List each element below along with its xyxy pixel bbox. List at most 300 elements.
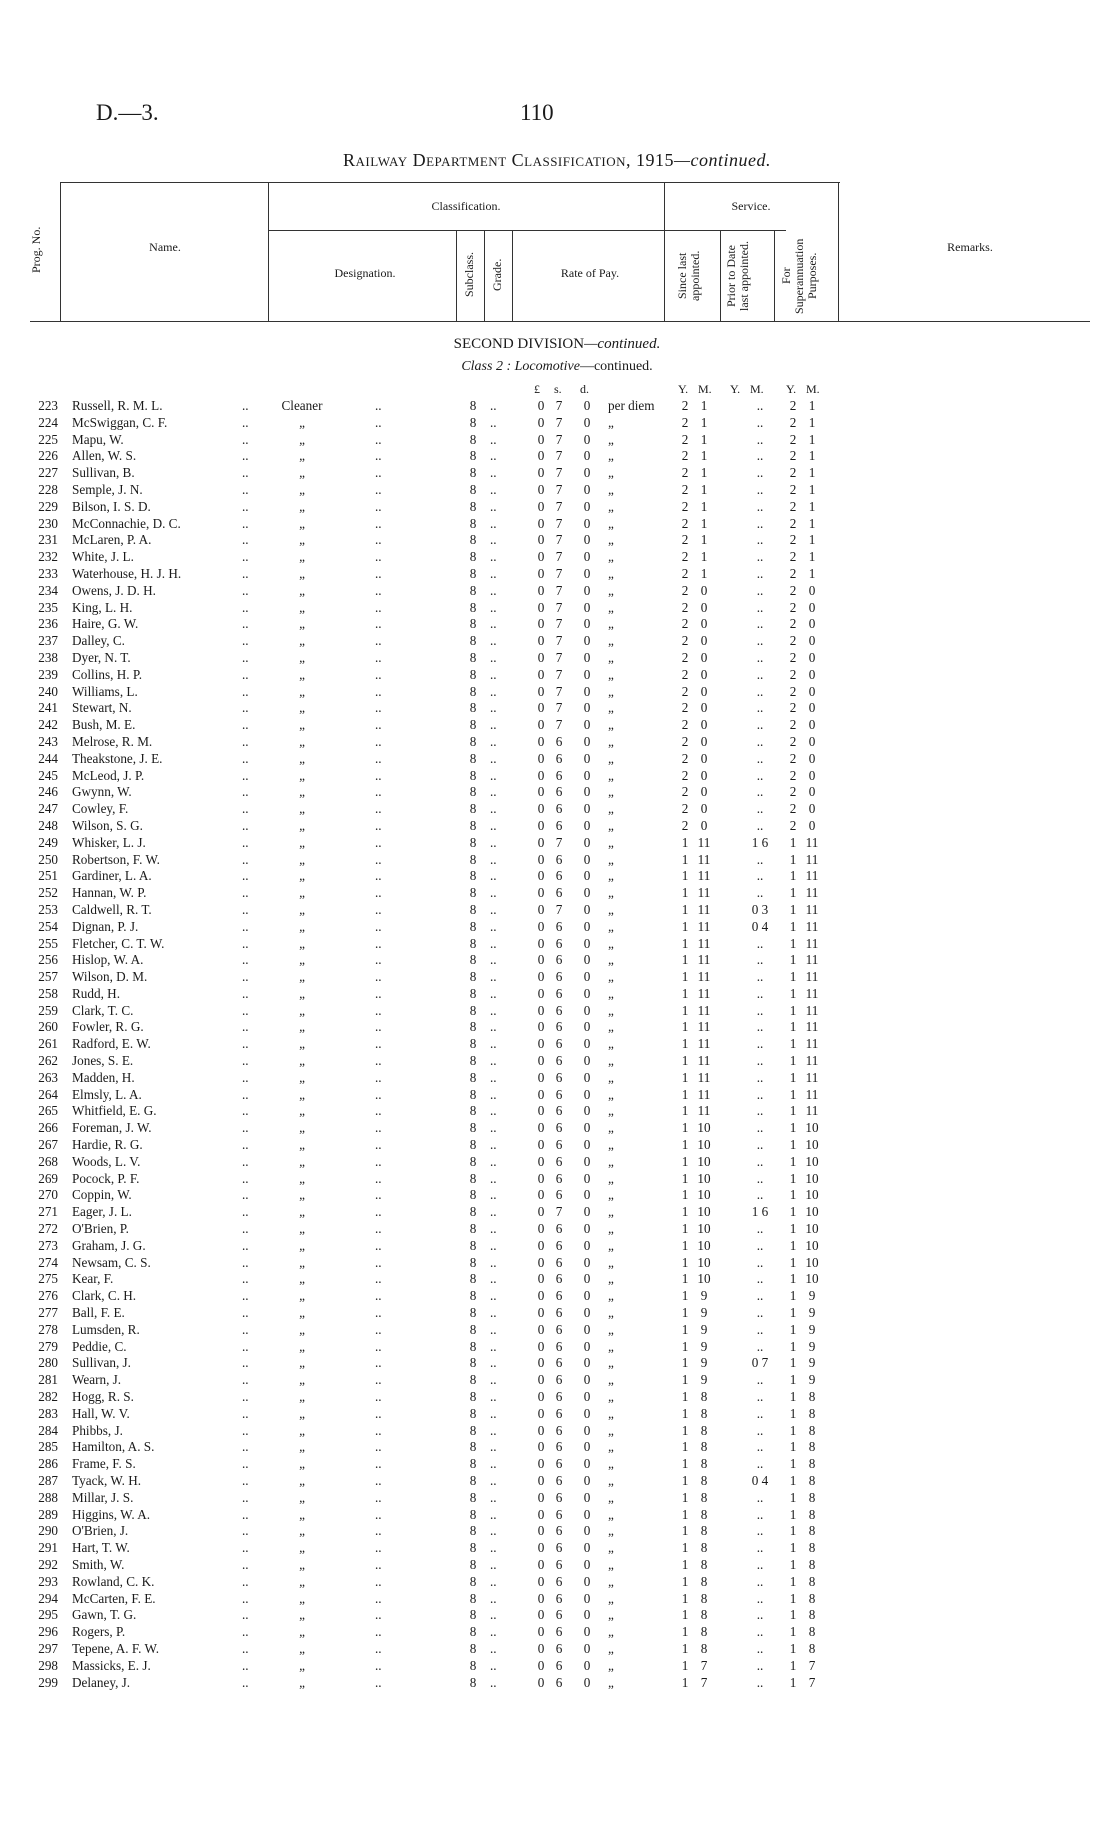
leader-dots: ..	[490, 1120, 497, 1136]
prior-service: ..	[756, 1456, 764, 1472]
pay-period: „	[608, 1086, 614, 1102]
leader-dots: ..	[490, 1137, 497, 1153]
pay-period: „	[608, 1439, 614, 1455]
prior-service: ..	[756, 666, 764, 682]
since-years: 1	[681, 868, 689, 884]
pay-pence: 0	[583, 1657, 591, 1673]
table-row	[0, 1137, 1114, 1154]
pay-pence: 0	[583, 1271, 591, 1287]
pay-shillings: 6	[555, 1254, 563, 1270]
since-months: 9	[700, 1321, 708, 1337]
subclass: 8	[469, 1389, 477, 1405]
pay-shillings: 6	[555, 1389, 563, 1405]
subclass: 8	[469, 1590, 477, 1606]
super-months: 11	[805, 1103, 819, 1119]
subclass: 8	[469, 481, 477, 497]
prior-service: ..	[756, 1103, 764, 1119]
pay-pence: 0	[583, 1187, 591, 1203]
since-years: 1	[681, 1506, 689, 1522]
subclass: 8	[469, 616, 477, 632]
table-row	[0, 1406, 1114, 1423]
leader-dots: ..	[490, 1103, 497, 1119]
prior-service: ..	[756, 1624, 764, 1640]
leader-dots: ..	[375, 1305, 382, 1321]
pay-pence: 0	[583, 1422, 591, 1438]
since-months: 0	[700, 733, 708, 749]
pay-pence: 0	[583, 817, 591, 833]
pay-pounds: 0	[537, 1002, 545, 1018]
prior-service: ..	[756, 885, 764, 901]
super-months: 9	[808, 1355, 816, 1371]
leader-dots: ..	[490, 565, 497, 581]
since-years: 2	[681, 649, 689, 665]
super-years: 1	[789, 1456, 797, 1472]
subclass: 8	[469, 549, 477, 565]
super-months: 10	[805, 1153, 819, 1169]
leader-dots: ..	[490, 1036, 497, 1052]
since-years: 1	[681, 1489, 689, 1505]
since-years: 1	[681, 1573, 689, 1589]
leader-dots: ..	[490, 616, 497, 632]
employee-name: Theakstone, J. E.	[72, 750, 163, 766]
prior-service: ..	[756, 700, 764, 716]
table-row	[0, 1557, 1114, 1574]
leader-dots: ..	[490, 1640, 497, 1656]
pay-period: „	[608, 633, 614, 649]
pay-pence: 0	[583, 1019, 591, 1035]
designation: „	[299, 901, 305, 917]
pay-period: „	[608, 1237, 614, 1253]
subclass: 8	[469, 1288, 477, 1304]
super-months: 9	[808, 1372, 816, 1388]
super-months: 0	[808, 616, 816, 632]
prior-service: 1 6	[751, 834, 769, 850]
employee-name: Tyack, W. H.	[72, 1473, 142, 1488]
super-years: 1	[789, 969, 797, 985]
pay-pence: 0	[583, 1002, 591, 1018]
pay-period: „	[608, 1120, 614, 1136]
since-years: 1	[681, 1456, 689, 1472]
pay-shillings: 6	[555, 733, 563, 749]
pay-shillings: 6	[555, 1372, 563, 1388]
since-years: 1	[681, 1103, 689, 1119]
pay-period: „	[608, 1372, 614, 1388]
leader-dots: ..	[490, 1153, 497, 1169]
designation: „	[299, 1640, 305, 1656]
since-years: 2	[681, 717, 689, 733]
pay-pounds: 0	[537, 465, 545, 481]
pay-pence: 0	[583, 599, 591, 615]
pay-pence: 0	[583, 1456, 591, 1472]
pay-period: „	[608, 549, 614, 565]
subclass: 8	[469, 868, 477, 884]
leader-dots: ..	[242, 1456, 249, 1472]
rule	[456, 230, 457, 321]
leader-dots: ..	[375, 683, 382, 699]
super-years: 1	[789, 1305, 797, 1321]
since-months: 8	[700, 1607, 708, 1623]
leader-dots: ..	[375, 633, 382, 649]
leader-dots: ..	[490, 1053, 497, 1069]
super-years: 1	[789, 1221, 797, 1237]
employee-name: Sullivan, J.	[72, 1355, 131, 1371]
super-years: 1	[789, 1153, 797, 1169]
since-months: 0	[700, 750, 708, 766]
employee-name: Dignan, P. J.	[72, 918, 139, 934]
pay-pounds: 0	[537, 1355, 545, 1371]
super-months: 10	[805, 1120, 819, 1136]
prog-no: 286	[38, 1456, 58, 1472]
rule	[774, 230, 775, 321]
leader-dots: ..	[242, 1624, 249, 1640]
subclass: 8	[469, 1187, 477, 1203]
leader-dots: ..	[242, 398, 249, 413]
table-row	[0, 1372, 1114, 1389]
pay-shillings: 6	[555, 801, 563, 817]
employee-name: McLeod, J. P.	[72, 767, 145, 783]
pay-pounds: 0	[537, 1137, 545, 1153]
prog-no: 265	[38, 1103, 58, 1119]
prog-no: 295	[38, 1607, 58, 1623]
table-row	[0, 784, 1114, 801]
leader-dots: ..	[242, 1523, 249, 1539]
leader-dots: ..	[375, 1674, 382, 1690]
pay-pence: 0	[583, 1590, 591, 1606]
pay-pounds: 0	[537, 1288, 545, 1304]
designation: Cleaner	[281, 398, 323, 413]
since-years: 1	[681, 1288, 689, 1304]
pay-pounds: 0	[537, 599, 545, 615]
subclass: 8	[469, 414, 477, 430]
since-years: 2	[681, 767, 689, 783]
since-months: 0	[700, 616, 708, 632]
designation: „	[299, 1036, 305, 1052]
unit-pound: £	[534, 382, 540, 396]
pay-shillings: 6	[555, 935, 563, 951]
leader-dots: ..	[375, 935, 382, 951]
pay-pounds: 0	[537, 1405, 545, 1421]
super-years: 1	[789, 918, 797, 934]
employee-name: Dalley, C.	[72, 633, 125, 649]
super-years: 1	[789, 1271, 797, 1287]
since-months: 10	[697, 1237, 711, 1253]
pay-shillings: 7	[555, 431, 563, 447]
pay-period: „	[608, 1271, 614, 1287]
since-months: 1	[700, 549, 708, 565]
leader-dots: ..	[375, 1540, 382, 1556]
leader-dots: ..	[242, 1556, 249, 1572]
leader-dots: ..	[490, 969, 497, 985]
designation: „	[299, 1439, 305, 1455]
leader-dots: ..	[242, 1036, 249, 1052]
pay-period: „	[608, 767, 614, 783]
prior-service: ..	[756, 935, 764, 951]
subclass: 8	[469, 952, 477, 968]
employee-name: Mapu, W.	[72, 431, 124, 447]
rule	[838, 182, 839, 321]
subclass: 8	[469, 985, 477, 1001]
super-months: 8	[808, 1624, 816, 1640]
pay-shillings: 6	[555, 1506, 563, 1522]
pay-pence: 0	[583, 1389, 591, 1405]
pay-period: „	[608, 1069, 614, 1085]
subclass: 8	[469, 834, 477, 850]
pay-shillings: 6	[555, 1405, 563, 1421]
employee-name: Rowland, C. K.	[72, 1573, 155, 1589]
since-years: 2	[681, 801, 689, 817]
employee-name: Caldwell, R. T.	[72, 901, 152, 917]
subclass: 8	[469, 1036, 477, 1052]
employee-name: Rogers, P.	[72, 1624, 126, 1640]
pay-pounds: 0	[537, 414, 545, 430]
pay-pounds: 0	[537, 834, 545, 850]
since-years: 2	[681, 700, 689, 716]
subclass: 8	[469, 935, 477, 951]
prog-no: 270	[38, 1187, 58, 1203]
leader-dots: ..	[375, 1321, 382, 1337]
table-row	[0, 1490, 1114, 1507]
table-row	[0, 751, 1114, 768]
table-row	[0, 1675, 1114, 1692]
super-months: 8	[808, 1607, 816, 1623]
since-years: 1	[681, 1540, 689, 1556]
pay-shillings: 7	[555, 700, 563, 716]
pay-shillings: 7	[555, 1204, 563, 1220]
since-months: 1	[700, 498, 708, 514]
leader-dots: ..	[490, 1170, 497, 1186]
prior-service: ..	[756, 868, 764, 884]
prog-no: 242	[38, 717, 58, 733]
since-months: 0	[700, 717, 708, 733]
leader-dots: ..	[490, 1624, 497, 1640]
super-years: 1	[789, 1422, 797, 1438]
prior-service: ..	[756, 784, 764, 800]
super-months: 1	[808, 448, 816, 464]
prog-no: 252	[38, 885, 58, 901]
pay-period: „	[608, 1590, 614, 1606]
prior-service: ..	[756, 1607, 764, 1623]
since-months: 0	[700, 633, 708, 649]
pay-shillings: 7	[555, 582, 563, 598]
designation: „	[299, 582, 305, 598]
subclass: 8	[469, 885, 477, 901]
pay-period: „	[608, 414, 614, 430]
pay-shillings: 6	[555, 1573, 563, 1589]
pay-shillings: 7	[555, 717, 563, 733]
prog-no: 288	[38, 1489, 58, 1505]
since-years: 2	[681, 750, 689, 766]
prior-service: 0 7	[751, 1355, 769, 1371]
col-rate: Rate of Pay.	[560, 266, 620, 280]
pay-period: „	[608, 1305, 614, 1321]
since-months: 8	[700, 1422, 708, 1438]
employee-name: Millar, J. S.	[72, 1489, 134, 1505]
leader-dots: ..	[375, 582, 382, 598]
pay-pence: 0	[583, 1607, 591, 1623]
super-years: 1	[789, 1137, 797, 1153]
prior-service: ..	[756, 1489, 764, 1505]
leader-dots: ..	[375, 1439, 382, 1455]
pay-pounds: 0	[537, 885, 545, 901]
since-months: 0	[700, 784, 708, 800]
leader-dots: ..	[242, 700, 249, 716]
designation: „	[299, 1221, 305, 1237]
since-years: 2	[681, 498, 689, 514]
pay-pounds: 0	[537, 750, 545, 766]
pay-pounds: 0	[537, 549, 545, 565]
leader-dots: ..	[375, 1170, 382, 1186]
pay-shillings: 7	[555, 481, 563, 497]
employee-name: Gardiner, L. A.	[72, 868, 152, 884]
pay-pence: 0	[583, 1523, 591, 1539]
prog-no: 254	[38, 918, 58, 934]
pay-pence: 0	[583, 431, 591, 447]
pay-pounds: 0	[537, 935, 545, 951]
super-years: 1	[789, 1540, 797, 1556]
pay-pence: 0	[583, 1355, 591, 1371]
pay-pounds: 0	[537, 1640, 545, 1656]
pay-period: „	[608, 448, 614, 464]
since-months: 8	[700, 1540, 708, 1556]
leader-dots: ..	[242, 817, 249, 833]
super-months: 1	[808, 549, 816, 565]
page-title	[0, 150, 1114, 171]
subclass: 8	[469, 633, 477, 649]
leader-dots: ..	[375, 649, 382, 665]
table-row	[0, 936, 1114, 953]
since-months: 8	[700, 1473, 708, 1488]
designation: „	[299, 1473, 305, 1488]
since-years: 2	[681, 784, 689, 800]
pay-pounds: 0	[537, 985, 545, 1001]
pay-shillings: 6	[555, 1053, 563, 1069]
leader-dots: ..	[242, 1170, 249, 1186]
since-months: 0	[700, 683, 708, 699]
since-years: 1	[681, 1170, 689, 1186]
leader-dots: ..	[375, 851, 382, 867]
super-months: 11	[805, 1069, 819, 1085]
super-months: 8	[808, 1439, 816, 1455]
super-years: 1	[789, 935, 797, 951]
employee-name: Delaney, J.	[72, 1674, 131, 1690]
leader-dots: ..	[242, 481, 249, 497]
designation: „	[299, 666, 305, 682]
pay-period: „	[608, 1422, 614, 1438]
leader-dots: ..	[242, 683, 249, 699]
since-months: 1	[700, 431, 708, 447]
col-subclass: Subclass.	[462, 252, 476, 298]
subclass: 8	[469, 498, 477, 514]
super-months: 8	[808, 1506, 816, 1522]
class-label: Class 2 :	[461, 359, 512, 374]
super-years: 2	[789, 565, 797, 581]
pay-pounds: 0	[537, 498, 545, 514]
prog-no: 293	[38, 1573, 58, 1589]
pay-period: „	[608, 1640, 614, 1656]
leader-dots: ..	[375, 1187, 382, 1203]
leader-dots: ..	[375, 1355, 382, 1371]
since-months: 8	[700, 1489, 708, 1505]
leader-dots: ..	[490, 1204, 497, 1220]
leader-dots: ..	[490, 851, 497, 867]
employee-name: Dyer, N. T.	[72, 649, 131, 665]
prior-service: ..	[756, 481, 764, 497]
super-months: 7	[808, 1657, 816, 1673]
super-months: 11	[805, 901, 819, 917]
since-months: 1	[700, 515, 708, 531]
pay-pounds: 0	[537, 616, 545, 632]
designation: „	[299, 1019, 305, 1035]
pay-pence: 0	[583, 448, 591, 464]
leader-dots: ..	[242, 717, 249, 733]
pay-period: „	[608, 1523, 614, 1539]
subclass: 8	[469, 1170, 477, 1186]
since-months: 11	[697, 901, 711, 917]
pay-period: per diem	[608, 398, 655, 413]
super-years: 1	[789, 1523, 797, 1539]
pay-pounds: 0	[537, 398, 545, 413]
table-row	[0, 1053, 1114, 1070]
since-months: 0	[700, 666, 708, 682]
table-row	[0, 667, 1114, 684]
designation: „	[299, 532, 305, 548]
table-row	[0, 1641, 1114, 1658]
pay-period: „	[608, 784, 614, 800]
pay-pence: 0	[583, 465, 591, 481]
leader-dots: ..	[490, 1540, 497, 1556]
pay-pounds: 0	[537, 1422, 545, 1438]
table-row	[0, 516, 1114, 533]
pay-pence: 0	[583, 1053, 591, 1069]
since-years: 1	[681, 1624, 689, 1640]
pay-period: „	[608, 985, 614, 1001]
super-months: 11	[805, 868, 819, 884]
designation: „	[299, 1053, 305, 1069]
leader-dots: ..	[242, 1506, 249, 1522]
prog-no: 262	[38, 1053, 58, 1069]
super-months: 1	[808, 532, 816, 548]
pay-period: „	[608, 834, 614, 850]
designation: „	[299, 1657, 305, 1673]
leader-dots: ..	[242, 1439, 249, 1455]
table-row	[0, 1154, 1114, 1171]
pay-pence: 0	[583, 1221, 591, 1237]
pay-pounds: 0	[537, 1456, 545, 1472]
pay-period: „	[608, 1103, 614, 1119]
employee-name: Cowley, F.	[72, 801, 129, 817]
designation: „	[299, 1456, 305, 1472]
subclass: 8	[469, 700, 477, 716]
document-code: D.—3.	[96, 100, 159, 125]
super-months: 1	[808, 414, 816, 430]
leader-dots: ..	[242, 1204, 249, 1220]
pay-pounds: 0	[537, 1489, 545, 1505]
designation: „	[299, 1674, 305, 1690]
pay-pence: 0	[583, 1624, 591, 1640]
subclass: 8	[469, 1674, 477, 1690]
pay-shillings: 6	[555, 918, 563, 934]
designation: „	[299, 1321, 305, 1337]
pay-pence: 0	[583, 1506, 591, 1522]
leader-dots: ..	[375, 834, 382, 850]
leader-dots: ..	[242, 952, 249, 968]
since-years: 1	[681, 1153, 689, 1169]
col-remarks: Remarks.	[947, 240, 993, 254]
super-months: 10	[805, 1254, 819, 1270]
since-years: 1	[681, 1590, 689, 1606]
pay-pence: 0	[583, 868, 591, 884]
leader-dots: ..	[375, 1506, 382, 1522]
